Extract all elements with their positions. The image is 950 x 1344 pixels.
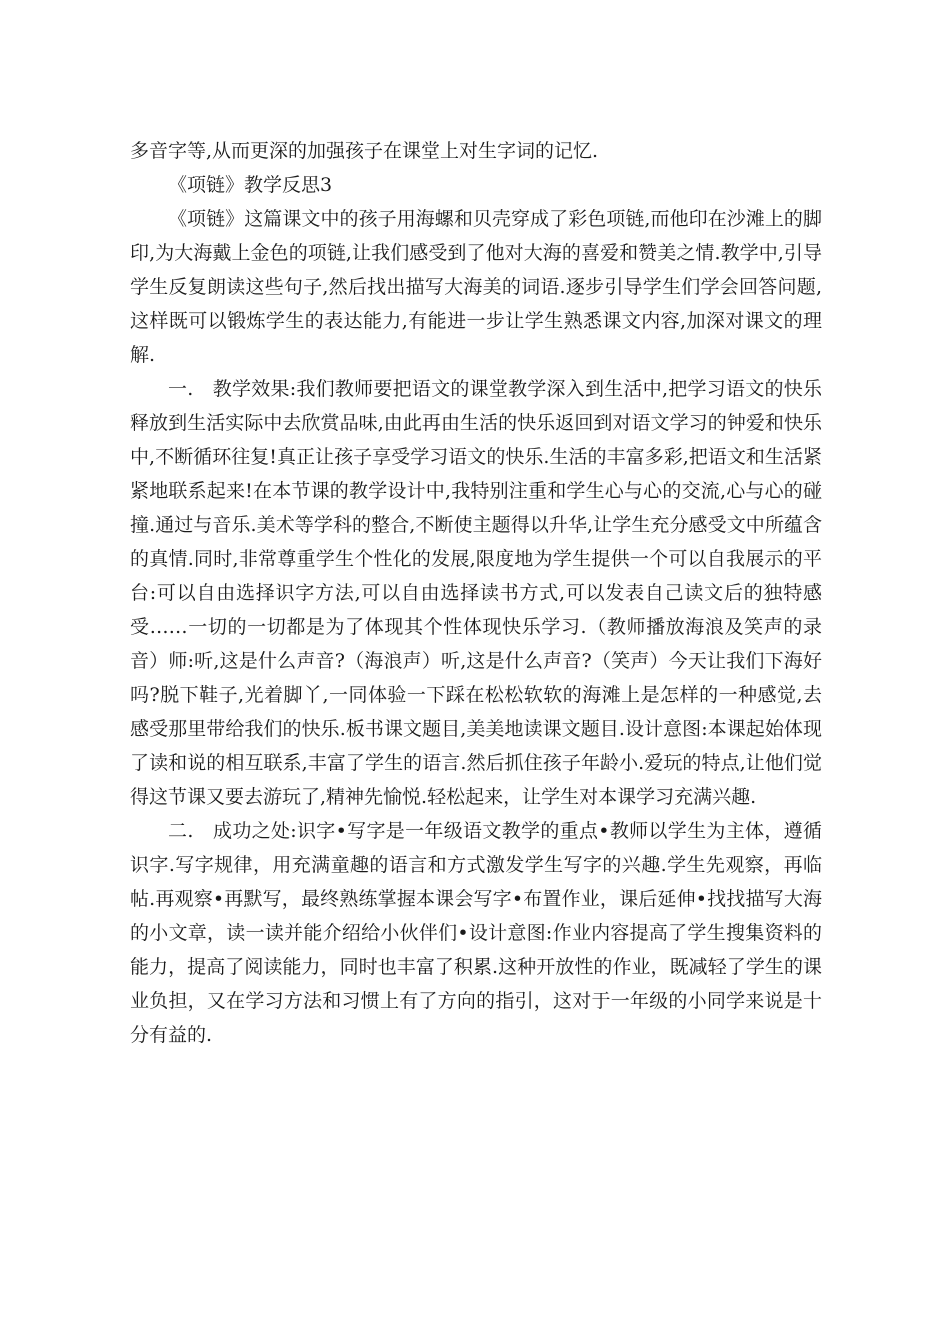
point-two-paragraph: 二. 成功之处:识字•写字是一年级语文教学的重点•教师以学生为主体，遵循识字.写字规律，用充满童趣的语言和方式激发学生写字的兴趣.学生先观察，再临帖.再观察•再默写，最终熟练掌握本课会写字•布置作业，课后延伸•找找描写大海的小文章，读一读并能介绍给小伙伴们•设计意图:作业内容提高了学生搜集资料的能力，提高了阅读能力，同时也丰富了积累.这种开放性的作业，既减轻了学生的课业负担，又在学习方法和习惯上有了方向的指引，这对于一年级的小同学来说是十分有益的. bbox=[130, 820, 822, 1046]
continuation-paragraph: 多音字等,从而更深的加强孩子在课堂上对生字词的记忆. bbox=[130, 140, 599, 162]
document-page bbox=[130, 134, 822, 1052]
point-one-paragraph: 一. 教学效果:我们教师要把语文的课堂教学深入到生活中,把学习语文的快乐释放到生活实际中去欣赏品味,由此再由生活的快乐返回到对语文学习的钟爱和快乐中,不断循环往复!真正让孩子享受学习语文的快乐.生活的丰富多彩,把语文和生活紧紧地联系起来!在本节课的教学设计中,我特别注重和学生心与心的交流,心与心的碰撞.通过与音乐.美术等学科的整合,不断使主题得以升华,让学生充分感受文中所蕴含的真情.同时,非常尊重学生个性化的发展,限度地为学生提供一个可以自我展示的平台:可以自由选择识字方法,可以自由选择读书方式,可以发表自己读文后的独特感受……一切的一切都是为了体现其个性体现快乐学习.（教师播放海浪及笑声的录音）师:听,这是什么声音?（海浪声）听,这是什么声音?（笑声）今天让我们下海好吗?脱下鞋子,光着脚丫,一同体验一下踩在松松软软的海滩上是怎样的一种感觉,去感受那里带给我们的快乐.板书课文题目,美美地读课文题目.设计意图:本课起始体现了读和说的相互联系,丰富了学生的语言.然后抓住孩子年龄小.爱玩的特点,让他们觉得这节课又要去游玩了,精神先愉悦.轻松起来，让学生对本课学习充满兴趣. bbox=[130, 378, 822, 808]
section-title: 《项链》教学反思3 bbox=[168, 174, 333, 196]
intro-paragraph: 《项链》这篇课文中的孩子用海螺和贝壳穿成了彩色项链,而他印在沙滩上的脚印,为大海戴上金色的项链,让我们感受到了他对大海的喜爱和赞美之情.教学中,引导学生反复朗读这些句子,然后找出描写大海美的词语.逐步引导学生们学会回答问题,这样既可以锻炼学生的表达能力,有能进一步让学生熟悉课文内容,加深对课文的理解. bbox=[130, 208, 822, 366]
